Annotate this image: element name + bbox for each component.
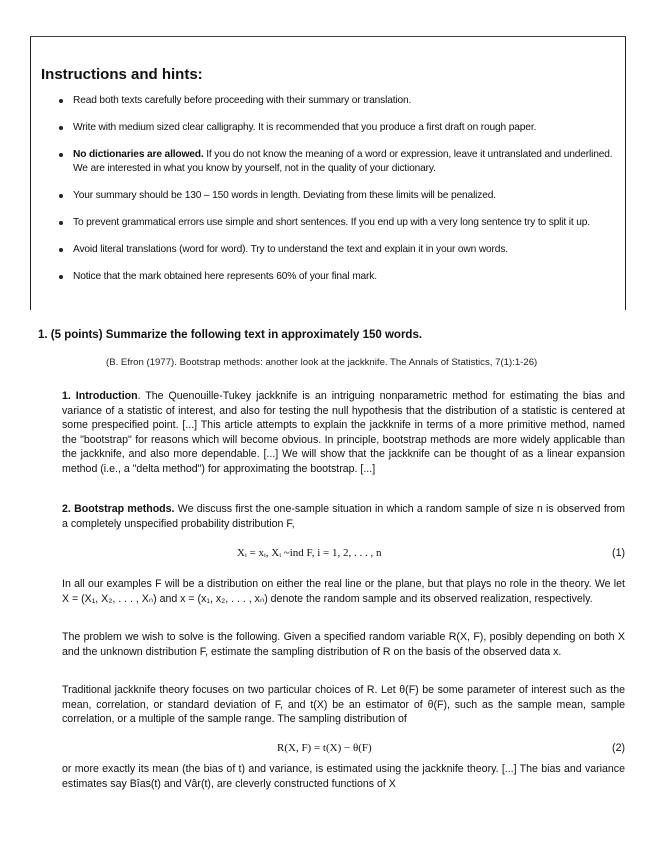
bullet-icon	[59, 153, 63, 157]
hint-text: Your summary should be 130 – 150 words in length. Deviating from these limits will be penalized.	[73, 190, 496, 201]
hint-bold-text: No dictionaries are allowed.	[73, 149, 204, 160]
bullet-icon	[59, 194, 63, 198]
section-heading: 1. Introduction	[62, 390, 138, 402]
equation-body: Xᵢ = xᵢ, Xᵢ ~ind F, i = 1, 2, . . . , n	[237, 547, 382, 559]
hint-text: If you do not know the meaning of a word or expression, leave it untranslated and underlined. We are interested in what you know by yourself, not in the quality of your dictionary.	[73, 149, 613, 174]
bullet-icon	[59, 99, 63, 103]
hint-item	[59, 121, 619, 135]
equation-number: (2)	[612, 742, 625, 754]
paragraph-bias-variance	[62, 762, 625, 791]
paragraph-bootstrap	[62, 502, 625, 531]
paragraph-text: The problem we wish to solve is the following. Given a specified random variable R(X, F), posibly depending on both X and the unknown distribution F, estimate the sampling distribution of R on the basis of the observed data x.	[62, 631, 625, 658]
hint-item	[59, 189, 619, 203]
hint-item	[59, 270, 619, 284]
hint-item	[59, 148, 619, 176]
paragraph-text: or more exactly its mean (the bias of t) and variance, is estimated using the jackknife theory. [...] The bias and variance estimates say Bîas(t) and Vâr(t), are cleverly constructed functions of X	[62, 763, 625, 790]
bullet-icon	[59, 248, 63, 252]
paragraph-text: We discuss first the one-sample situation in which a random sample of size n is observed from a completely unspecified probability distribution F,	[62, 503, 626, 530]
paragraph-text: Traditional jackknife theory focuses on two particular choices of R. Let θ(F) be some parameter of interest such as the mean, correlation, or standard deviation of F, and t(X) be an estimator of θ(F), such as the sample mean, sample correlation, or a multiple of the sample range. The sampling distribution of	[62, 684, 625, 725]
equation-number: (1)	[612, 547, 625, 559]
bullet-icon	[59, 275, 63, 279]
hint-item	[59, 243, 619, 257]
paragraph-traditional	[62, 683, 625, 727]
bullet-icon	[59, 126, 63, 130]
hint-item	[59, 94, 619, 108]
paragraph-introduction	[62, 389, 625, 476]
question-label: 1. (5 points) Summarize the following text in approximately 150 words.	[38, 329, 423, 341]
instructions-title: Instructions and hints:	[41, 66, 203, 83]
paragraph-problem	[62, 630, 625, 659]
hint-text: Notice that the mark obtained here represents 60% of your final mark.	[73, 271, 377, 282]
citation: (B. Efron (1977). Bootstrap methods: another look at the jackknife. The Annals of Statistics, 7(1):1-26)	[106, 357, 538, 368]
instructions-box	[30, 36, 626, 310]
section-heading: 2. Bootstrap methods.	[62, 503, 175, 515]
paragraph-text: . The Quenouille-Tukey jackknife is an intriguing nonparametric method for estimating the bias and variance of a statistic of interest, and also for testing the null hypothesis that the distribution of a statistic is centered at some prespecified point. [...] This article attempts to explain the jackknife in terms of a more primitive method, named the "bootstrap" for reasons which will become obvious. In principle, bootstrap methods are more widely applicable than the jackknife, and also more dependable. [...] We will show that the jackknife can be thought of as a linear expansion method (i.e., a "delta method") for approximating the bootstrap. [...]	[62, 390, 626, 475]
hint-text: Read both texts carefully before proceeding with their summary or translation.	[73, 95, 412, 106]
hint-item	[59, 216, 619, 230]
hint-text: Write with medium sized clear calligraphy. It is recommended that you produce a first draft on rough paper.	[73, 122, 537, 133]
paragraph-examples	[62, 577, 625, 606]
hints-list	[59, 94, 619, 297]
paragraph-text: In all our examples F will be a distribution on either the real line or the plane, but that plays no role in the theory. We let X = (X₁, X₂, . . . , Xₙ) and x = (x₁, x₂, . . . , xₙ) denote the random sample and its observed realization, respectively.	[62, 578, 625, 605]
hint-text: To prevent grammatical errors use simple and short sentences. If you end up with a very long sentence try to split it up.	[73, 217, 590, 228]
hint-text: Avoid literal translations (word for word). Try to understand the text and explain it in your own words.	[73, 244, 508, 255]
bullet-icon	[59, 221, 63, 225]
equation-body: R(X, F) = t(X) − θ(F)	[277, 742, 372, 754]
